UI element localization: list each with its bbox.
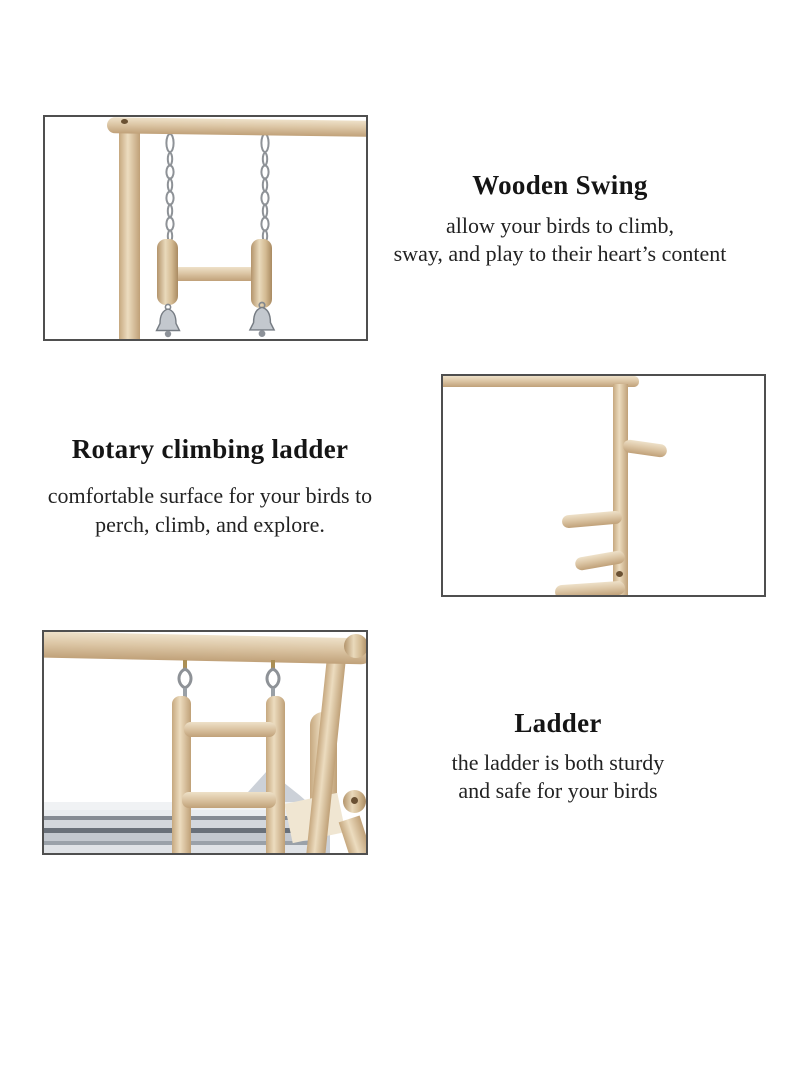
swing-side-cylinder-right [251, 239, 272, 308]
section-ladder-text [358, 708, 758, 805]
swing-chain-left [162, 131, 178, 243]
swing-stand-bar [107, 117, 368, 137]
description-line: comfortable surface for your birds to [47, 483, 373, 508]
rotary-top-bar [443, 376, 639, 387]
swing-stand-post [119, 130, 140, 340]
description-line: the ladder is both sturdy [451, 750, 665, 775]
description-line: sway, and play to their heart’s content [393, 241, 727, 266]
top-bar-endcap [344, 634, 368, 658]
swing-bell-left [151, 303, 185, 341]
swing-bell-right [244, 301, 280, 341]
ladder-rung-1 [184, 722, 276, 737]
description-line: perch, climb, and explore. [95, 512, 325, 537]
rotary-peg-right [622, 439, 667, 458]
section-rotary-ladder-text [10, 434, 410, 539]
ladder-top-bar [42, 632, 368, 665]
ladder-rail-right [266, 696, 285, 853]
section-wooden-swing-text [360, 170, 760, 268]
ladder-rail-left [172, 696, 191, 853]
swing-bar-knot [121, 119, 128, 124]
swing-side-cylinder-left [157, 239, 178, 305]
description-line: allow your birds to climb, [446, 213, 674, 238]
stand-corner-wood [339, 816, 368, 855]
swing-perch [168, 267, 263, 281]
wooden-swing-photo [43, 115, 368, 341]
section-title: Wooden Swing [472, 170, 648, 200]
rotary-base-bar [555, 581, 626, 597]
description-line: and safe for your birds [458, 778, 658, 803]
stand-peg-hole [351, 797, 358, 804]
section-title: Ladder [514, 708, 602, 738]
ladder-rung-2 [182, 792, 276, 808]
rotary-pole-knot [616, 571, 623, 577]
rotary-ladder-photo [441, 374, 766, 597]
section-title: Rotary climbing ladder [71, 434, 349, 464]
swing-chain-right [257, 131, 273, 243]
ladder-photo [42, 630, 368, 855]
